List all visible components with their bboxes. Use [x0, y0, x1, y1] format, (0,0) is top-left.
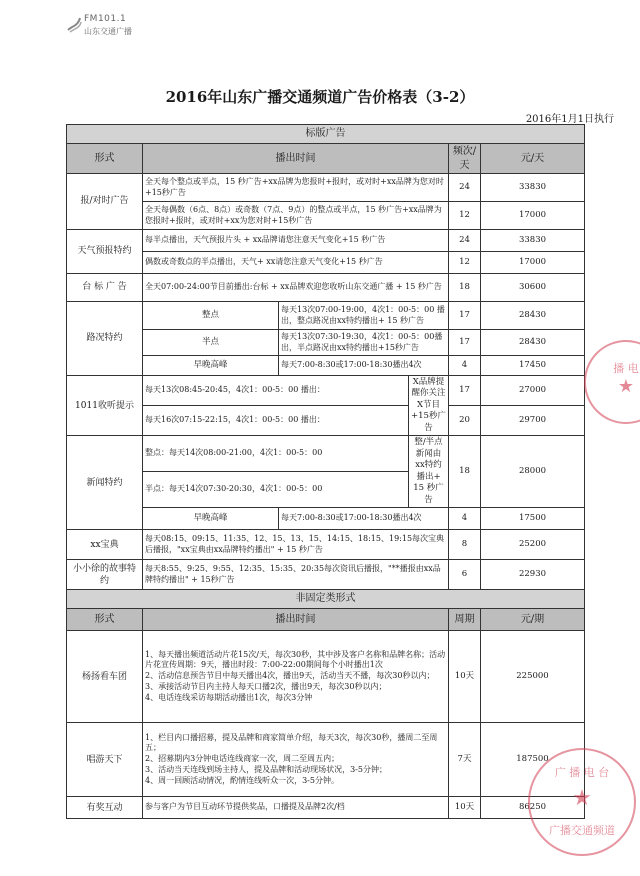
category-yangyang: 杨扬看车团 — [67, 631, 143, 723]
sub-label: 半点： — [145, 484, 169, 494]
airtime-detail: 每天14次08:00-21:00，4次1：00-5：00 — [169, 448, 323, 458]
airtime-text: 每半点播出，天气预报片头 + xx品牌请您注意天气变化+15 秒广告 — [143, 230, 449, 252]
airtime-text: 每天8:55、9:25、9:55、12:35、15:35、20:35每次资讯后播报，"**播报由xx品牌特约播出" + 15秒广告 — [143, 560, 449, 590]
section-row-nonfixed — [67, 590, 585, 609]
frequency-cell: 12 — [449, 202, 481, 230]
airtime-text — [143, 631, 449, 723]
frequency-cell: 6 — [449, 560, 481, 590]
table-row — [67, 330, 585, 356]
table-row — [67, 274, 585, 302]
frequency-cell: 4 — [449, 356, 481, 376]
period-cell: 10天 — [449, 797, 481, 819]
airtime-text: 每天16次07:15-22:15，4次1：00-5：00 播出： — [143, 406, 409, 436]
price-cell: 30600 — [481, 274, 585, 302]
airtime-text: 每天13次07:00-19:00，4次1：00-5：00 播出，整点路况由xx特约播出+ 15 秒广告 — [279, 302, 449, 330]
airtime-text: 每天13次08:45-20:45，4次1：00-5：00 播出： — [143, 376, 409, 406]
frequency-cell: 17 — [449, 376, 481, 406]
frequency-cell: 8 — [449, 530, 481, 560]
sub-label: 早晚高峰 — [143, 356, 279, 376]
airtime-line: 4、电话连线采访每期活动播出1次，每次3分钟 — [145, 692, 313, 702]
airtime-line: 1、栏目内口播招募，提及品牌和商家简单介绍，每天3次，每次30秒，播周二至周五； — [145, 732, 438, 753]
category-traffic: 路况特约 — [67, 302, 143, 376]
price-cell: 25200 — [481, 530, 585, 560]
category-prize: 有奖互动 — [67, 797, 143, 819]
table-row — [67, 560, 585, 590]
section-title-fixed: 标版广告 — [67, 125, 585, 144]
frequency-cell: 12 — [449, 252, 481, 274]
frequency-cell: 17 — [449, 330, 481, 356]
category-baodian: xx宝典 — [67, 530, 143, 560]
airtime-text: 每天7:00-8:30或17:00-18:30播出4次 — [279, 356, 449, 376]
station-logo — [66, 8, 146, 44]
table-row — [67, 174, 585, 202]
category-taibiao: 台 标 广 告 — [67, 274, 143, 302]
table-row — [67, 797, 585, 819]
sub-label: 整点 — [143, 302, 279, 330]
logo-frequency: FM101.1 — [84, 14, 127, 24]
table-row — [67, 508, 585, 530]
table-row — [67, 230, 585, 252]
airtime-text: 每天7:00-8:30或17:00-18:30播出4次 — [279, 508, 449, 530]
price-cell: 33830 — [481, 230, 585, 252]
airtime-text: 每天08:15、09:15、11:35、12、15、13、15、14:15、18:15、19:15每次宝典后播报，"xx宝典由xx品牌特约播出" + 15 秒广告 — [143, 530, 449, 560]
header-row-nonfixed — [67, 609, 585, 631]
price-cell: 225000 — [481, 631, 585, 723]
airtime-text — [143, 472, 409, 508]
airtime-text: 全天每偶数（6点、8点）或奇数（7点、9点）的整点或半点，15 秒广告+xx品牌为您报时+报时，或对时+xx为您对时+15秒广告 — [143, 202, 449, 230]
price-cell: 17000 — [481, 252, 585, 274]
col-time: 播出时间 — [143, 609, 449, 631]
category-tips: 1011收听提示 — [67, 376, 143, 436]
col-form: 形式 — [67, 609, 143, 631]
merged-note: X品牌提醒你关注X节目+15秒广告 — [409, 376, 449, 436]
table-row — [67, 406, 585, 436]
logo-station-name: 山东交通广播 — [84, 27, 132, 36]
table-row — [67, 723, 585, 797]
logo-swirl-icon — [66, 12, 82, 34]
col-form: 形式 — [67, 144, 143, 174]
price-cell: 22930 — [481, 560, 585, 590]
period-cell: 10天 — [449, 631, 481, 723]
airtime-line: 2、活动信息预告节目中每天播出4次，播出9天，活动当天不播，每次30秒以内； — [145, 671, 435, 681]
category-story: 小小徐的故事特约 — [67, 560, 143, 590]
frequency-cell: 18 — [449, 274, 481, 302]
merged-note: 整/半点新闻由xx特约播出+ 15 秒广告 — [409, 436, 449, 508]
seal-text-bottom: 广播交通频道 — [549, 824, 615, 837]
table-row — [67, 631, 585, 723]
table-row — [67, 302, 585, 330]
airtime-text: 偶数或奇数点的半点播出，天气+ xx请您注意天气变化+15 秒广告 — [143, 252, 449, 274]
price-cell: 187500 — [481, 723, 585, 797]
airtime-line: 3、承接活动节目内主持人每天口播2次，播出9天，每次30秒以内； — [145, 682, 387, 692]
table-row — [67, 376, 585, 406]
price-table — [66, 124, 585, 819]
airtime-line: 2、招募期内3分钟电话连线商家一次，周二至周五内； — [145, 754, 340, 764]
airtime-text: 全天每个整点或半点，15 秒广告+xx品牌为您报时+报时，或对时+xx品牌为您对时+15秒广告 — [143, 174, 449, 202]
airtime-text — [143, 436, 409, 472]
col-period: 周期 — [449, 609, 481, 631]
airtime-text: 参与客户为节目互动环节提供奖品，口播提及品牌2次/档 — [143, 797, 449, 819]
frequency-cell: 24 — [449, 230, 481, 252]
sub-label: 整点： — [145, 448, 169, 458]
page-title: 2016年山东广播交通频道广告价格表（3-2） — [165, 88, 475, 106]
category-baoshi: 报/对时广告 — [67, 174, 143, 230]
seal-text-top: 广 播 电 台 — [554, 766, 610, 779]
price-cell: 17450 — [481, 356, 585, 376]
period-cell: 7天 — [449, 723, 481, 797]
header-row-fixed — [67, 144, 585, 174]
col-time: 播出时间 — [143, 144, 449, 174]
official-seal-partial — [584, 340, 640, 424]
price-cell: 29700 — [481, 406, 585, 436]
table-row — [67, 530, 585, 560]
table-row — [67, 202, 585, 230]
airtime-text — [143, 723, 449, 797]
price-cell: 28430 — [481, 330, 585, 356]
frequency-cell: 17 — [449, 302, 481, 330]
airtime-line: 1、每天播出频道活动片花15次/天，每次30秒，其中涉及客户名称和品牌名称；活动片花宣传周期：9天，播出时段：7:00-22:00期间每个小时播出1次 — [145, 649, 446, 670]
category-changyou: 唱游天下 — [67, 723, 143, 797]
frequency-cell: 24 — [449, 174, 481, 202]
sub-label: 早晚高峰 — [143, 508, 279, 530]
airtime-detail: 每天14次07:30-20:30，4次1：00-5：00 — [169, 484, 323, 494]
frequency-cell: 18 — [449, 436, 481, 508]
star-icon: ★ — [617, 376, 635, 397]
sub-label: 半点 — [143, 330, 279, 356]
seal-text: 播 电 — [613, 362, 639, 375]
section-title-nonfixed: 非固定类形式 — [67, 590, 585, 609]
frequency-cell: 4 — [449, 508, 481, 530]
price-cell: 33830 — [481, 174, 585, 202]
star-icon: ★ — [572, 786, 592, 811]
price-cell: 28430 — [481, 302, 585, 330]
section-row-fixed — [67, 125, 585, 144]
airtime-text: 全天07:00-24:00节目前播出:台标 + xx品牌欢迎您收听山东交通广播 + 15 秒广告 — [143, 274, 449, 302]
official-seal — [528, 748, 636, 856]
effective-date: 2016年1月1日执行 — [525, 114, 614, 125]
table-row — [67, 356, 585, 376]
category-news: 新闻特约 — [67, 436, 143, 530]
airtime-line: 3、活动当天连线到场主持人，提及品牌和活动现场状况，3-5分钟； — [145, 765, 387, 775]
col-price: 元/天 — [481, 144, 585, 174]
category-weather: 天气预报特约 — [67, 230, 143, 274]
table-row — [67, 436, 585, 472]
price-cell: 27000 — [481, 376, 585, 406]
price-cell: 86250 — [481, 797, 585, 819]
table-row — [67, 252, 585, 274]
airtime-text: 每天13次07:30-19:30，4次1：00-5：00播出，半点路况由xx特约播出+15秒广告 — [279, 330, 449, 356]
price-cell: 28000 — [481, 436, 585, 508]
price-cell: 17500 — [481, 508, 585, 530]
frequency-cell: 20 — [449, 406, 481, 436]
col-freq: 频次/天 — [449, 144, 481, 174]
price-cell: 17000 — [481, 202, 585, 230]
airtime-line: 4、周一回顾活动情况，酌情连线听众一次，3-5分钟。 — [145, 775, 339, 785]
col-price: 元/期 — [481, 609, 585, 631]
